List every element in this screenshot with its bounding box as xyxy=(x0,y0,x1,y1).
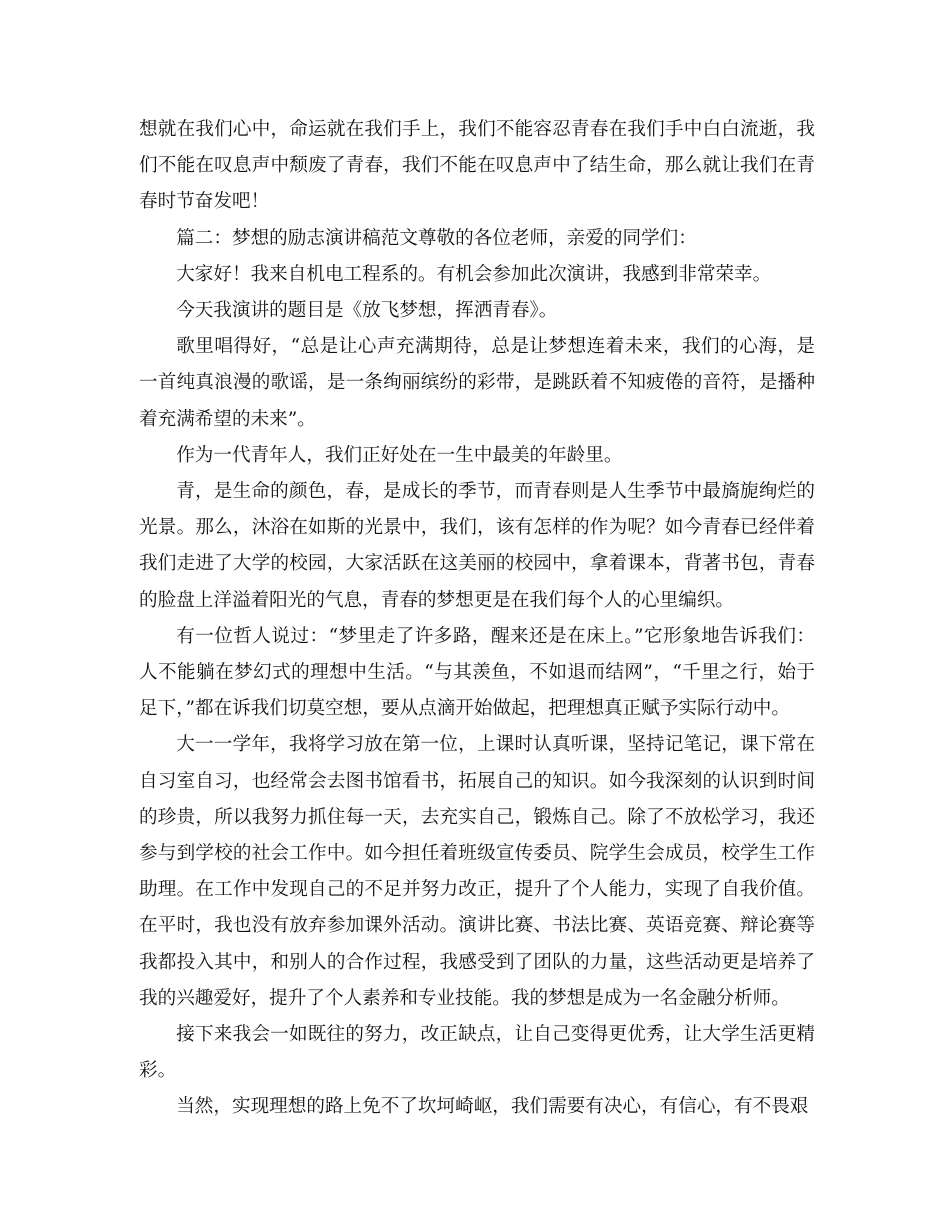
paragraph-11: 当然，实现理想的路上免不了坎坷崎岖，我们需要有决心，有信心，有不畏艰 xyxy=(176,1096,809,1118)
paragraph-2: 篇二：梦想的励志演讲稿范文尊敬的各位老师，亲爱的同学们： xyxy=(176,227,697,249)
paragraph-9: 大一一学年，我将学习放在第一位，上课时认真听课，坚持记笔记，课下常在自习室自习，也经常会去图书馆看书，拓展自己的知识。如今我深刻的认识到时间的珍贵，所以我努力抓住每一天，去充实自己，锻炼自己。除了不放松学习，我还参与到学校的社会工作中。如今担任着班级宣传委员、院学生会成员，校学生工作助理。在工作中发现自己的不足并努力改正，提升了个人能力，实现了自我价值。在平时，我也没有放弃参加课外活动。演讲比赛、书法比赛、英语竞赛、辩论赛等我都投入其中，和别人的合作过程，我感受到了团队的力量，这些活动更是培养了我的兴趣爱好，提升了个人素养和专业技能。我的梦想是成为一名金融分析师。 xyxy=(139,734,815,1009)
paragraph-3: 大家好！我来自机电工程系的。有机会参加此次演讲，我感到非常荣幸。 xyxy=(176,263,772,285)
paragraph-8: 有一位哲人说过：“梦里走了许多路，醒来还是在床上。”它形象地告诉我们：人不能躺在梦幻式的理想中生活。“与其羡鱼，不如退而结网”，“千里之行，始于足下，”都在诉我们切莫空想，要从点滴开始做起，把理想真正赋予实际行动中。 xyxy=(139,625,815,720)
paragraph-7: 青，是生命的颜色，春，是成长的季节，而青春则是人生季节中最旖旎绚烂的光景。那么，沐浴在如斯的光景中，我们，该有怎样的作为呢？如今青春已经伴着我们走进了大学的校园，大家活跃在这美丽的校园中，拿着课本，背著书包，青春的脸盘上洋溢着阳光的气息，青春的梦想更是在我们每个人的心里编织。 xyxy=(139,481,815,611)
paragraph-1: 想就在我们心中，命运就在我们手上，我们不能容忍青春在我们手中白白流逝，我们不能在叹息声中颓废了青春，我们不能在叹息声中了结生命，那么就让我们在青春时节奋发吧！ xyxy=(139,119,815,213)
document-body xyxy=(139,112,815,1126)
paragraph-10: 接下来我会一如既往的努力，改正缺点，让自己变得更优秀，让大学生活更精彩。 xyxy=(139,1024,815,1082)
paragraph-5: 歌里唱得好，“总是让心声充满期待，总是让梦想连着未来，我们的心海，是一首纯真浪漫的歌谣，是一条绚丽缤纷的彩带，是跳跃着不知疲倦的音符，是播种着充满希望的未来”。 xyxy=(139,336,815,430)
paragraph-6: 作为一代青年人，我们正好处在一生中最美的年龄里。 xyxy=(176,444,623,466)
paragraph-4: 今天我演讲的题目是《放飞梦想，挥洒青春》。 xyxy=(176,300,558,322)
